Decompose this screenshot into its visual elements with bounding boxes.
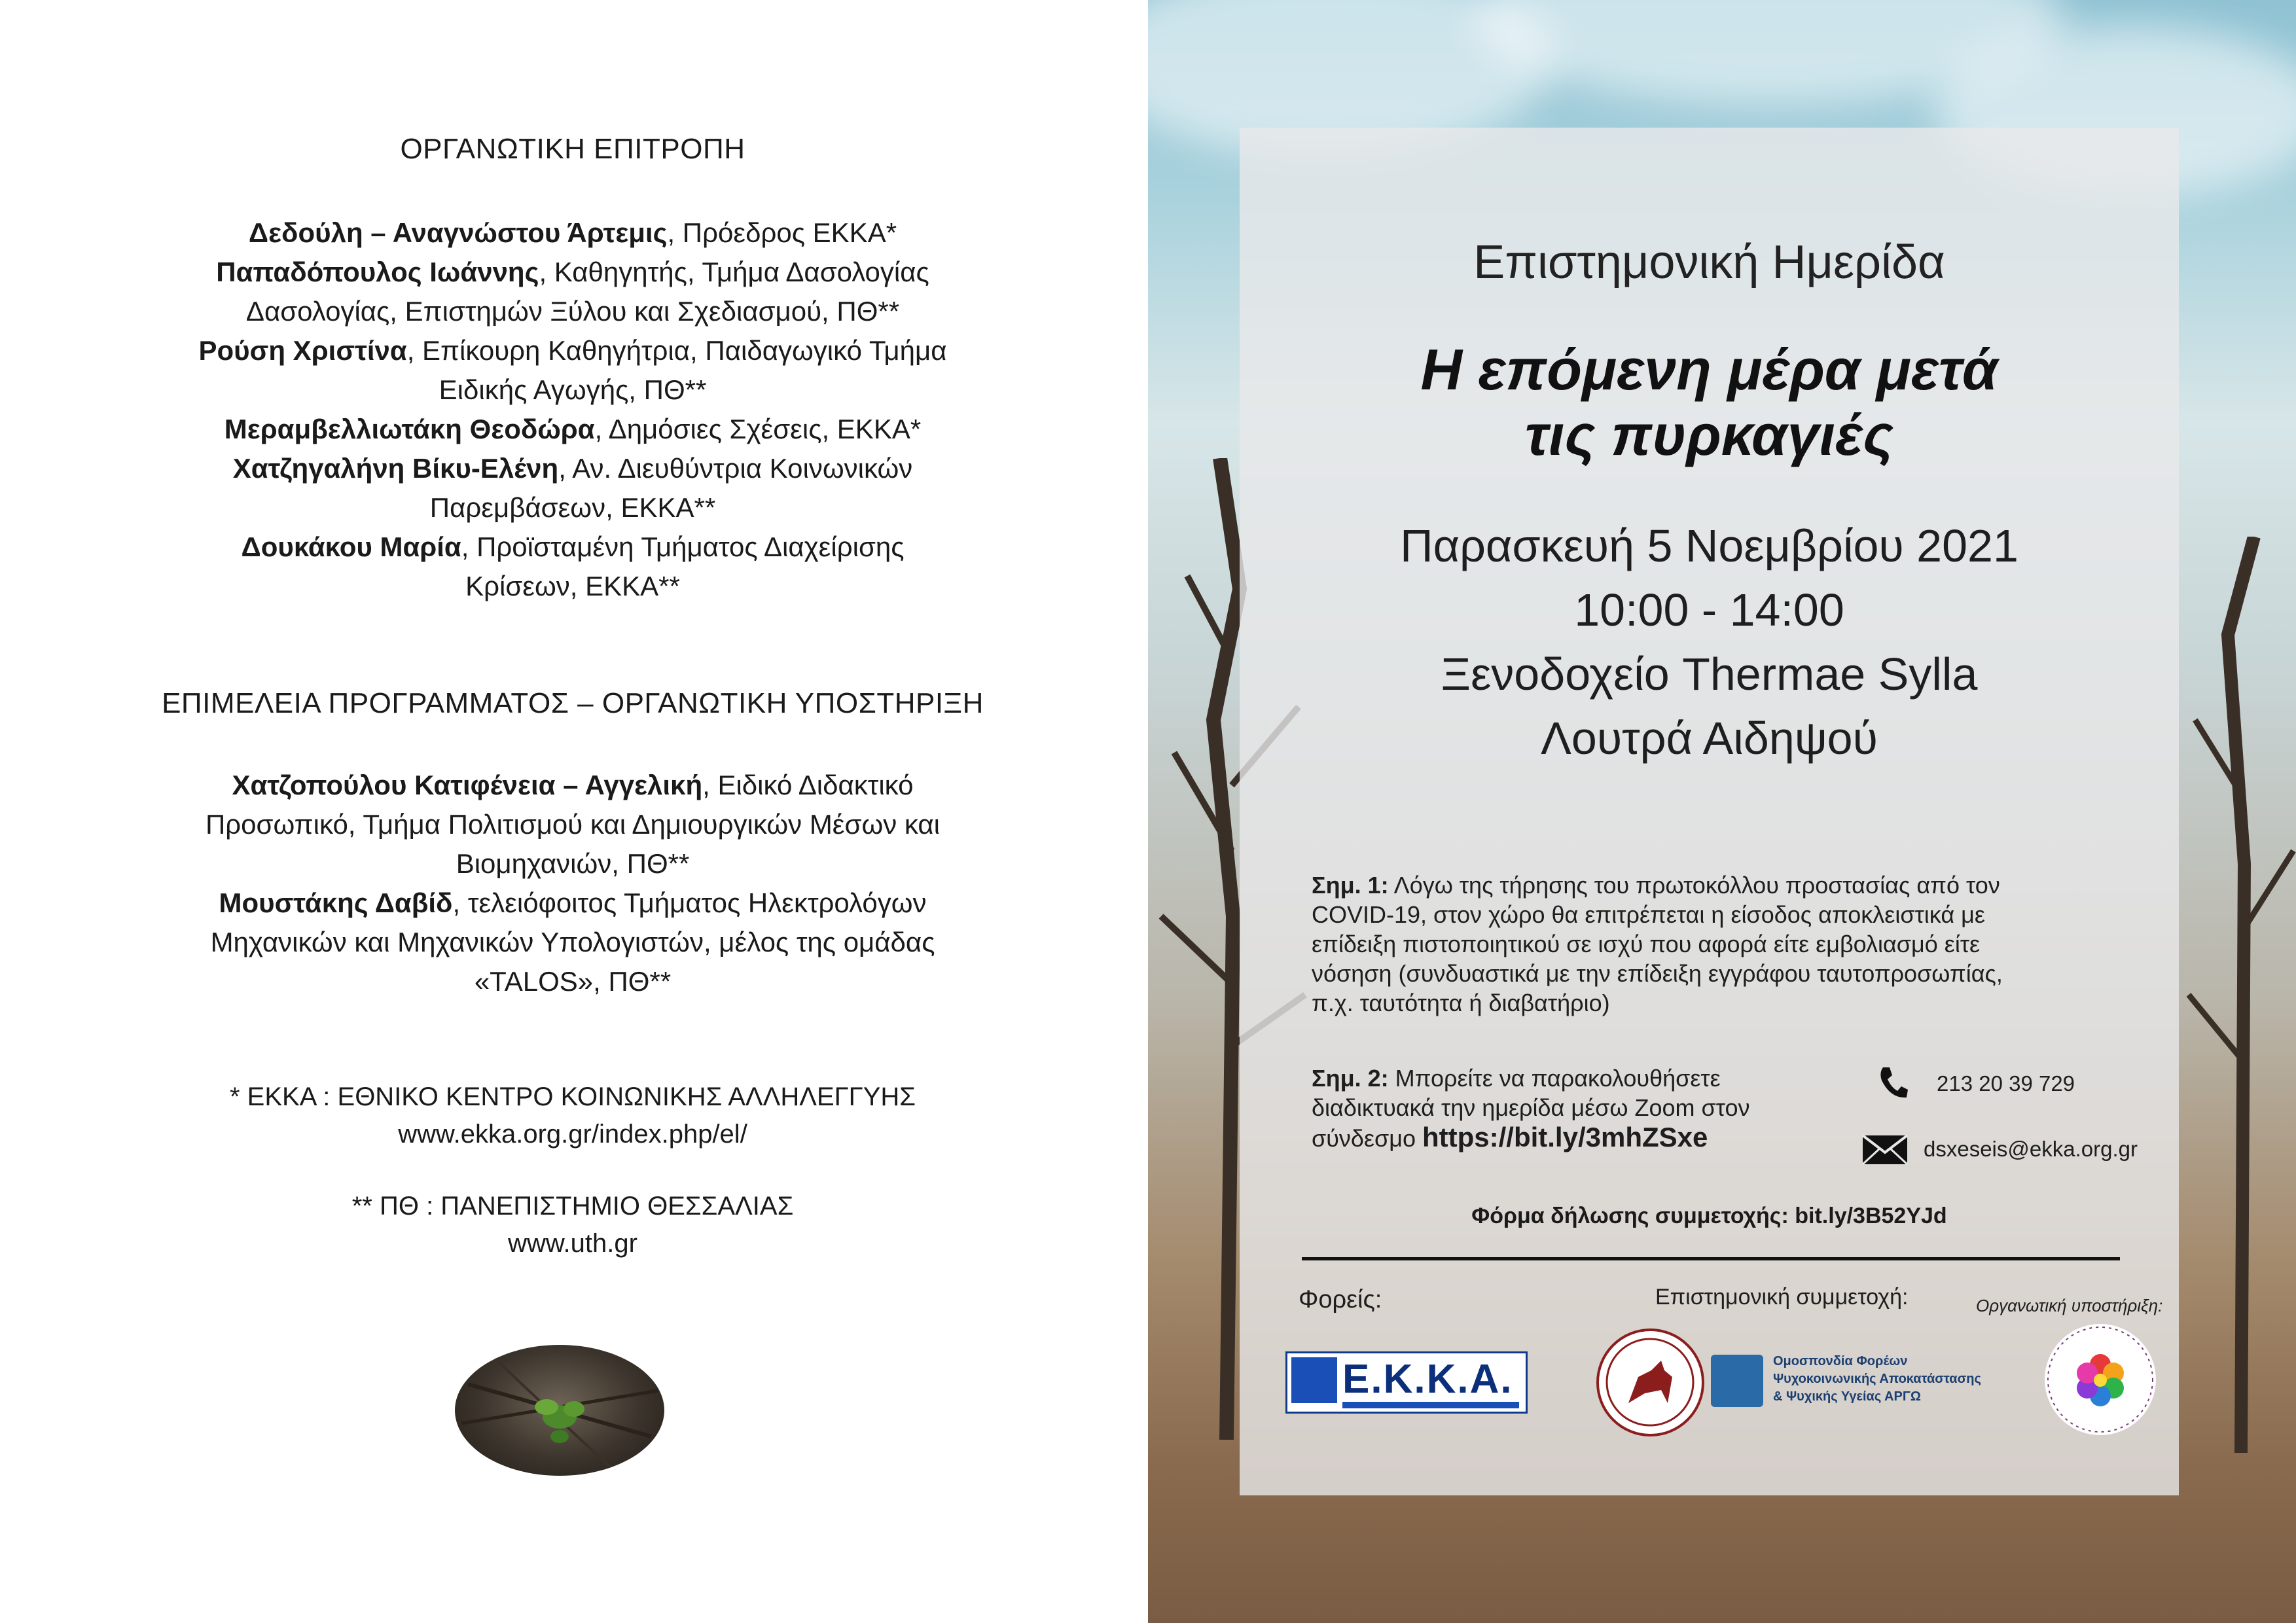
- committee-member: Ρούση Χριστίνα, Επίκουρη Καθηγήτρια, Παιδαγωγικό Τμήμα: [198, 335, 947, 366]
- registration-form: [1240, 1204, 2179, 1229]
- event-title-line1: Η επόμενη μέρα μετά: [1420, 337, 1998, 402]
- support-title: ΕΠΙΜΕΛΕΙΑ ΠΡΟΓΡΑΜΜΑΤΟΣ – ΟΡΓΑΝΩΤΙΚΗ ΥΠΟΣΤΗΡΙΞΗ: [162, 687, 984, 719]
- committee-member: Μεραμβελλιωτάκη Θεοδώρα, Δημόσιες Σχέσεις, ΕΚΚΑ*: [224, 414, 922, 444]
- tree-silhouette-right: [2182, 537, 2296, 1453]
- support-member: «TALOS», ΠΘ**: [474, 966, 672, 997]
- footnote-uth-text: ** ΠΘ : ΠΑΝΕΠΙΣΤΗΜΙΟ ΘΕΣΣΑΛΙΑΣ: [351, 1192, 794, 1221]
- zoom-link[interactable]: https://bit.ly/3mhZSxe: [1422, 1122, 1708, 1152]
- event-place: Λουτρά Αιδηψού: [1541, 713, 1878, 764]
- committee-member: Κρίσεων, ΕΚΚΑ**: [465, 571, 680, 601]
- phone-icon: [1878, 1065, 1909, 1100]
- event-title: [1240, 337, 2179, 468]
- committee-member: Παπαδόπουλος Ιωάννης, Καθηγητής, Τμήμα Δασολογίας: [216, 257, 929, 287]
- ekka-logo: [1285, 1351, 1528, 1414]
- bodies-label: Φορείς:: [1299, 1286, 1382, 1313]
- note2-label: Σημ. 2:: [1312, 1065, 1389, 1092]
- event-date: Παρασκευή 5 Νοεμβρίου 2021: [1400, 520, 2018, 571]
- support-member: Προσωπικό, Τμήμα Πολιτισμού και Δημιουργικών Μέσων και: [205, 809, 941, 840]
- committee-title: ΟΡΓΑΝΩΤΙΚΗ ΕΠΙΤΡΟΠΗ: [400, 133, 745, 165]
- organizational-label: Οργανωτική υποστήριξη:: [1976, 1296, 2163, 1315]
- footnote-uth: [98, 1188, 1047, 1262]
- committee-member: Δεδούλη – Αναγνώστου Άρτεμις, Πρόεδρος ΕΚΚΑ*: [248, 217, 897, 248]
- footnote-ekka: [98, 1079, 1047, 1153]
- university-thessaly-logo: [1596, 1329, 1704, 1436]
- support-member: Μηχανικών και Μηχανικών Υπολογιστών, μέλος της ομάδας: [210, 927, 935, 957]
- ekka-logo-text: Ε.Κ.Κ.Α.: [1342, 1357, 1513, 1402]
- event-type: Επιστημονική Ημερίδα: [1473, 236, 1945, 289]
- burnt-forest-sprout-image: [455, 1345, 664, 1476]
- footnote-ekka-text: * ΕΚΚΑ : ΕΘΝΙΚΟ ΚΕΝΤΡΟ ΚΟΙΝΩΝΙΚΗΣ ΑΛΛΗΛΕΓΓΥΗΣ: [229, 1082, 916, 1111]
- support-member: Χατζοπούλου Κατιφένεια – Αγγελική, Ειδικό Διδακτικό: [232, 770, 914, 800]
- email-address[interactable]: dsxeseis@ekka.org.gr: [1924, 1137, 2138, 1161]
- support-list: [98, 766, 1047, 1001]
- support-member: Βιομηχανιών, ΠΘ**: [456, 848, 690, 879]
- flyer-card: [1240, 128, 2179, 1495]
- email-icon: [1861, 1134, 1909, 1166]
- committee-member: Παρεμβάσεων, ΕΚΚΑ**: [429, 492, 716, 523]
- argo-ship-icon: [1711, 1355, 1763, 1407]
- committee-member: Χατζηγαλήνη Βίκυ-Ελένη, Αν. Διευθύντρια Κοινωνικών: [232, 453, 913, 484]
- event-venue: Ξενοδοχείο Thermae Sylla: [1441, 649, 1978, 700]
- note1-label: Σημ. 1:: [1312, 872, 1389, 899]
- note-covid: Σημ. 1: Λόγω της τήρησης του πρωτοκόλλου προστασίας από τον COVID-19, στον χώρο θα επιτρέπεται η είσοδος αποκλειστικά με επίδειξη πιστοποιητικού σε ισχύ που αφορά είτε εμβολιασμό είτε νόσηση (συνδυαστικά με την επίδειξη εγγράφου ταυτοπροσωπίας, π.χ. ταυτότητα ή διαβατήριο): [1312, 872, 2003, 1016]
- footnote-ekka-url[interactable]: www.ekka.org.gr/index.php/el/: [398, 1120, 747, 1149]
- committee-member: Δασολογίας, Επιστημών Ξύλου και Σχεδιασμού, ΠΘ**: [245, 296, 900, 327]
- committee-member: Ειδικής Αγωγής, ΠΘ**: [439, 374, 707, 405]
- phone-number[interactable]: 213 20 39 729: [1937, 1071, 2075, 1096]
- committee-list: [98, 213, 1047, 606]
- scientific-label: Επιστημονική συμμετοχή:: [1655, 1285, 1909, 1310]
- argo-federation-logo: Ομοσπονδία Φορέων Ψυχοκοινωνικής Αποκατάστασης & Ψυχικής Υγείας ΑΡΓΩ: [1711, 1351, 1992, 1414]
- note-zoom: Σημ. 2: Μπορείτε να παρακολουθήσετε διαδικτυακά την ημερίδα μέσω Zoom στον σύνδεσμο https://bit.ly/3mhZSxe: [1312, 1065, 1750, 1152]
- support-member: Μουστάκης Δαβίδ, τελειόφοιτος Τμήματος Ηλεκτρολόγων: [219, 887, 927, 918]
- event-flyer-panel: [1148, 0, 2296, 1623]
- registration-link[interactable]: bit.ly/3B52YJd: [1795, 1204, 1947, 1228]
- committee-member: Δουκάκου Μαρία, Προϊσταμένη Τμήματος Διαχείρισης: [241, 531, 905, 562]
- ekka-emblem-icon: [1291, 1357, 1337, 1403]
- event-title-line2: τις πυρκαγιές: [1524, 402, 1894, 467]
- registration-label: Φόρμα δήλωσης συμμετοχής:: [1471, 1204, 1795, 1228]
- divider-line: [1302, 1257, 2120, 1260]
- volunteers-logo: [2045, 1324, 2156, 1435]
- event-details: [1240, 514, 2179, 770]
- footnote-uth-url[interactable]: www.uth.gr: [508, 1229, 637, 1258]
- event-time: 10:00 - 14:00: [1574, 584, 1844, 635]
